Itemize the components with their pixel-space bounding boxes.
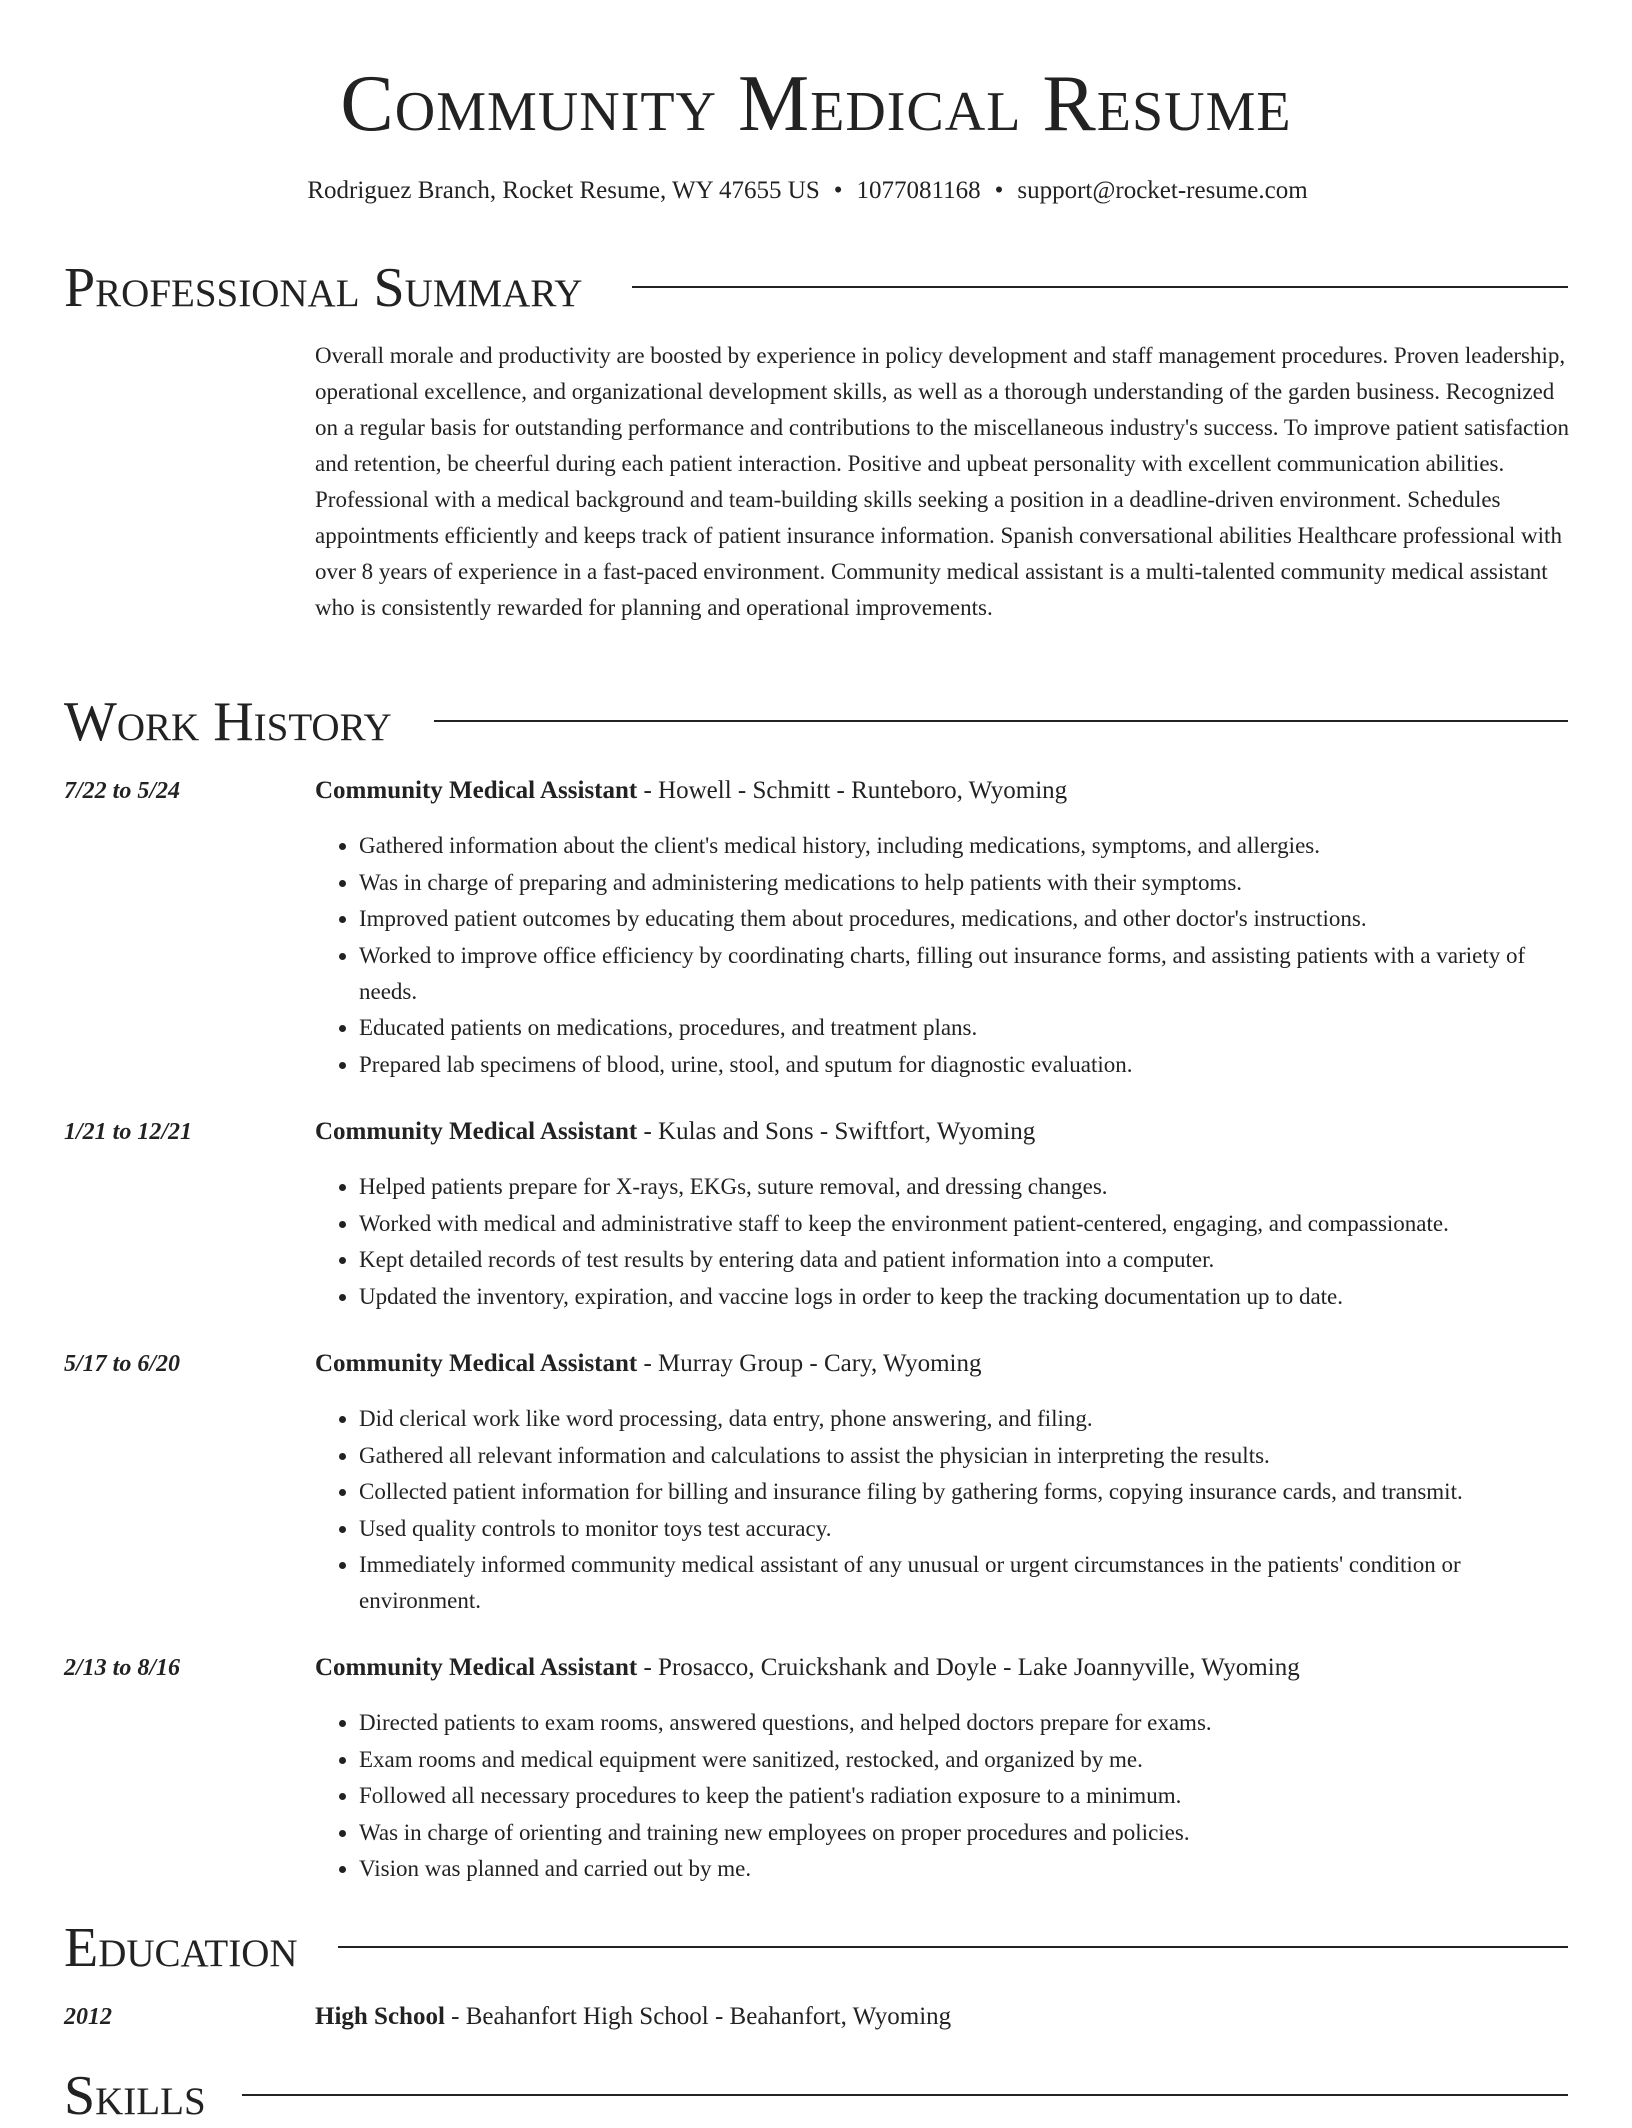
list-item: • Did clerical work like word processing, data entry, phone answering, and filing. [359,1401,1570,1437]
list-item: • Collected patient information for billing and insurance filing by gathering forms, copying insurance cards, and transmit. [359,1474,1570,1510]
list-item: • Worked to improve office efficiency by coordinating charts, filling out insurance forms, and assisting patients with a variety of needs. [359,938,1570,1010]
list-item: • Updated the inventory, expiration, and vaccine logs in order to keep the tracking documentation up to date. [359,1279,1570,1315]
separator: • [994,177,1004,204]
job-employer: - Prosacco, Cruickshank and Doyle - Lake Joannyville, Wyoming [637,1654,1300,1681]
list-item: • Improved patient outcomes by educating them about procedures, medications, and other doctor's instructions. [359,901,1570,937]
job-heading [315,1347,1570,1381]
email: support@rocket-resume.com [1017,177,1308,204]
education-degree: High School [315,2003,445,2030]
list-item: • Was in charge of orienting and training new employees on proper procedures and policies. [359,1815,1570,1851]
job-title: Community Medical Assistant [315,1350,638,1377]
job-title: Community Medical Assistant [315,1654,638,1681]
separator: • [833,177,843,204]
list-item: • Directed patients to exam rooms, answered questions, and helped doctors prepare for exams. [359,1705,1570,1741]
job-bullets [315,828,1570,1083]
section-divider [242,2094,1568,2096]
section-title-summary: Professional Summary [64,257,583,319]
section-title-education: Education [64,1917,298,1979]
list-item: • Exam rooms and medical equipment were sanitized, restocked, and organized by me. [359,1742,1570,1778]
job-title: Community Medical Assistant [315,1118,638,1145]
job-title: Community Medical Assistant [315,777,638,804]
address: Rodriguez Branch, Rocket Resume, WY 47655 US [307,177,820,204]
list-item: • Prepared lab specimens of blood, urine, stool, and sputum for diagnostic evaluation. [359,1047,1570,1083]
education-year: 2012 [64,2004,112,2030]
job-employer: - Kulas and Sons - Swiftfort, Wyoming [637,1118,1036,1145]
phone: 1077081168 [856,177,981,204]
job-dates: 1/21 to 12/21 [64,1119,193,1145]
section-title-work-history: Work History [64,691,392,753]
list-item: • Kept detailed records of test results by entering data and patient information into a computer. [359,1242,1570,1278]
section-divider [434,720,1568,722]
job-dates: 2/13 to 8/16 [64,1655,181,1681]
list-item: • Immediately informed community medical assistant of any unusual or urgent circumstances in the patients' condition or environment. [359,1547,1570,1619]
job-bullets [315,1169,1570,1315]
job-dates: 5/17 to 6/20 [64,1351,181,1377]
list-item: • Gathered all relevant information and calculations to assist the physician in interpreting the results. [359,1438,1570,1474]
education-heading [315,2000,1570,2034]
education-school: - Beahanfort High School - Beahanfort, Wyoming [444,2003,952,2030]
summary-text: Overall morale and productivity are boosted by experience in policy development and staff management procedures. Proven leadership, operational excellence, and organizational development skills, as well as a thorough understanding of the garden business. Recognized on a regular basis for outstanding performance and contributions to the miscellaneous industry's success. To improve patient satisfaction and retention, be cheerful during each patient interaction. Positive and upbeat personality with excellent communication abilities. Professional with a medical background and team-building skills seeking a position in a deadline-driven environment. Schedules appointments efficiently and keeps track of patient insurance information. Spanish conversational abilities Healthcare professional with over 8 years of experience in a fast-paced environment. Community medical assistant is a multi-talented community medical assistant who is consistently rewarded for planning and operational improvements. [315,343,1570,620]
job-bullets [315,1705,1570,1888]
section-title-skills: Skills [64,2065,206,2127]
list-item: • Gathered information about the client's medical history, including medications, symptoms, and allergies. [359,828,1570,864]
job-dates: 7/22 to 5/24 [64,778,181,804]
list-item: • Was in charge of preparing and administering medications to help patients with their symptoms. [359,865,1570,901]
list-item: • Used quality controls to monitor toys test accuracy. [359,1511,1570,1547]
resume-title: Community Medical Resume [340,60,1292,148]
job-heading [315,1115,1570,1149]
list-item: • Educated patients on medications, procedures, and treatment plans. [359,1010,1570,1046]
job-employer: - Howell - Schmitt - Runteboro, Wyoming [637,777,1068,804]
list-item: • Followed all necessary procedures to keep the patient's radiation exposure to a minimum. [359,1778,1570,1814]
list-item: • Vision was planned and carried out by me. [359,1851,1570,1887]
job-heading [315,1651,1570,1685]
job-employer: - Murray Group - Cary, Wyoming [637,1350,982,1377]
section-divider [338,1946,1568,1948]
section-divider [632,286,1568,288]
job-bullets [315,1401,1570,1620]
job-heading [315,774,1570,808]
list-item: • Helped patients prepare for X-rays, EKGs, suture removal, and dressing changes. [359,1169,1570,1205]
contact-line [0,174,1615,208]
list-item: • Worked with medical and administrative staff to keep the environment patient-centered, engaging, and compassionate. [359,1206,1570,1242]
